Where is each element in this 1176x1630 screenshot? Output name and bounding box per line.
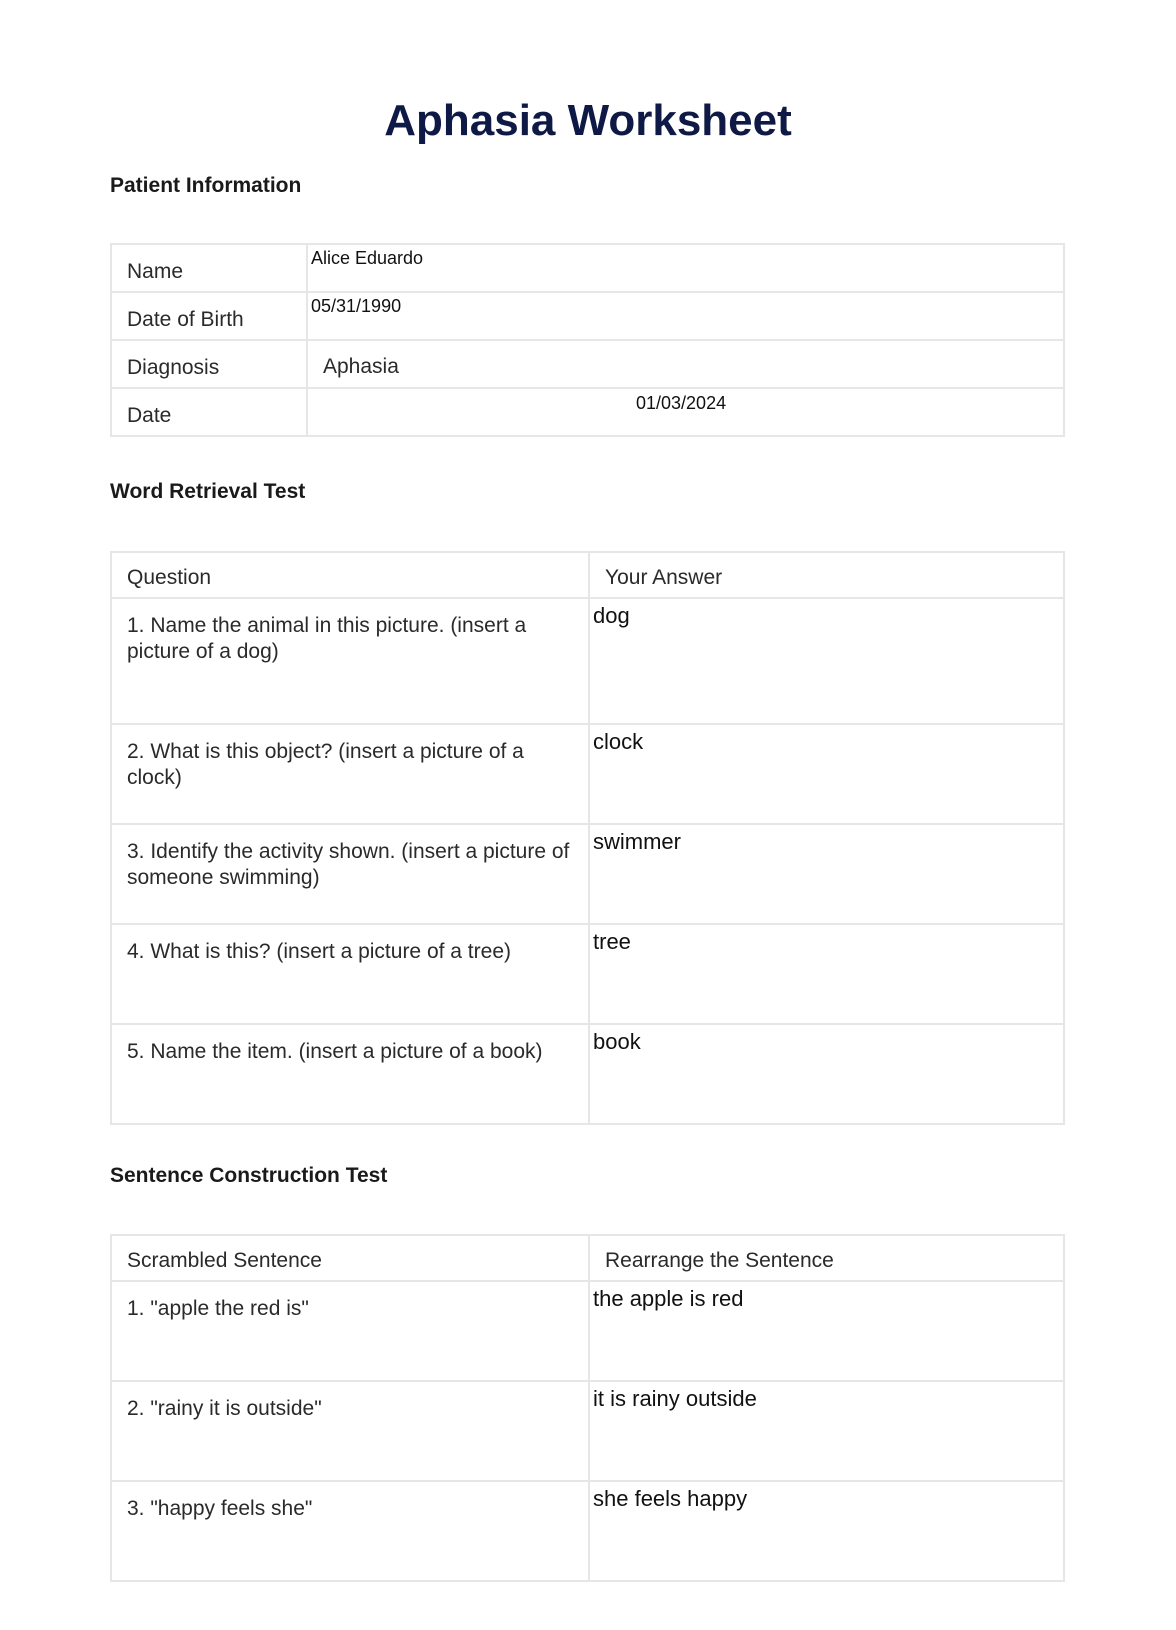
diagnosis-value: Aphasia [323,355,399,378]
table-row [111,924,1064,1024]
answer-cell: clock [589,724,1064,824]
scrambled-column-header: Scrambled Sentence [111,1235,589,1281]
answer-column-header: Your Answer [589,552,1064,598]
table-row [111,388,1064,436]
patient-info-heading: Patient Information [110,174,302,197]
question-cell: 2. What is this object? (insert a picture of a clock) [111,724,589,824]
question-cell: 5. Name the item. (insert a picture of a book) [111,1024,589,1124]
answer-cell: dog [589,598,1064,724]
date-value: 01/03/2024 [636,393,727,413]
date-label: Date [111,388,307,436]
rearrange-column-header: Rearrange the Sentence [589,1235,1064,1281]
table-header-row [111,552,1064,598]
rearranged-cell: the apple is red [589,1281,1064,1381]
question-cell: 4. What is this? (insert a picture of a tree) [111,924,589,1024]
scrambled-cell: 3. "happy feels she" [111,1481,589,1581]
rearranged-cell: she feels happy [589,1481,1064,1581]
sentence-construction-table [110,1234,1065,1582]
question-cell: 1. Name the animal in this picture. (insert a picture of a dog) [111,598,589,724]
table-row [111,1024,1064,1124]
diagnosis-label: Diagnosis [111,340,307,388]
date-value-cell [307,388,1064,436]
dob-value: 05/31/1990 [311,296,402,316]
table-row [111,1381,1064,1481]
table-row [111,1481,1064,1581]
table-row [111,824,1064,924]
question-cell: 3. Identify the activity shown. (insert a picture of someone swimming) [111,824,589,924]
dob-value-cell [307,292,1064,340]
table-row [111,598,1064,724]
word-retrieval-table [110,551,1065,1125]
name-label: Name [111,244,307,292]
name-value-cell [307,244,1064,292]
question-column-header: Question [111,552,589,598]
scrambled-cell: 1. "apple the red is" [111,1281,589,1381]
table-row [111,340,1064,388]
name-value: Alice Eduardo [311,248,424,268]
rearranged-cell: it is rainy outside [589,1381,1064,1481]
sentence-construction-heading: Sentence Construction Test [110,1164,388,1187]
patient-info-table [110,243,1065,437]
table-row [111,244,1064,292]
scrambled-cell: 2. "rainy it is outside" [111,1381,589,1481]
table-row [111,724,1064,824]
table-row [111,1281,1064,1381]
table-header-row [111,1235,1064,1281]
diagnosis-value-cell [307,340,1064,388]
page-title: Aphasia Worksheet [384,96,792,145]
answer-cell: book [589,1024,1064,1124]
answer-cell: tree [589,924,1064,1024]
word-retrieval-heading: Word Retrieval Test [110,480,306,503]
table-row [111,292,1064,340]
answer-cell: swimmer [589,824,1064,924]
dob-label: Date of Birth [111,292,307,340]
